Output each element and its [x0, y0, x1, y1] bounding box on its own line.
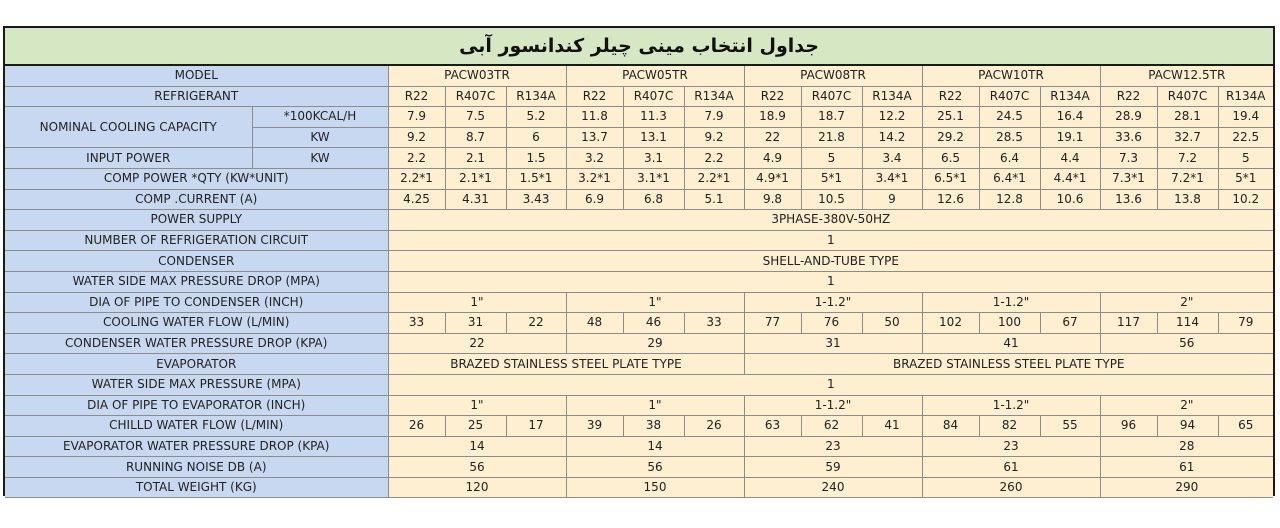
value-cell: 7.2*1 [1157, 168, 1218, 189]
value-cell: 2.2 [388, 148, 445, 169]
row-label: WATER SIDE MAX PRESSURE DROP (MPA) [5, 271, 388, 292]
value-cell: 12.6 [922, 189, 979, 210]
refrigerant-cell: R407C [801, 86, 862, 107]
value-cell: 10.6 [1040, 189, 1100, 210]
row-noise [5, 457, 1273, 478]
refrigerant-cell: R22 [744, 86, 801, 107]
value-cell: 13.1 [623, 127, 684, 148]
value-cell: 3.2 [566, 148, 623, 169]
value-cell: 1 [388, 230, 1273, 251]
value-cell: BRAZED STAINLESS STEEL PLATE TYPE [388, 354, 744, 375]
value-cell: 5.1 [684, 189, 744, 210]
value-cell: 29.2 [922, 127, 979, 148]
row-label: EVAPORATOR [5, 354, 388, 375]
value-cell: 1-1.2" [922, 395, 1100, 416]
value-cell: 16.4 [1040, 107, 1100, 128]
value-cell: 31 [445, 313, 506, 334]
value-cell: 2" [1100, 395, 1273, 416]
value-cell: 67 [1040, 313, 1100, 334]
value-cell: 120 [388, 477, 566, 498]
value-cell: 10.2 [1218, 189, 1273, 210]
value-cell: 33 [388, 313, 445, 334]
value-cell: 2.1 [445, 148, 506, 169]
value-cell: 82 [979, 416, 1040, 437]
value-cell: 14.2 [862, 127, 922, 148]
refrigerant-cell: R407C [623, 86, 684, 107]
value-cell: 1" [388, 292, 566, 313]
value-cell: 28 [1100, 436, 1273, 457]
refrigerant-cell: R134A [506, 86, 566, 107]
model-header: PACW05TR [566, 66, 744, 86]
value-cell: 2.1*1 [445, 168, 506, 189]
row-label: WATER SIDE MAX PRESSURE (MPA) [5, 374, 388, 395]
value-cell: 3.2*1 [566, 168, 623, 189]
value-cell: 50 [862, 313, 922, 334]
row-cond-max-pressure [5, 271, 1273, 292]
value-cell: 12.2 [862, 107, 922, 128]
row-label: CONDENSER [5, 251, 388, 272]
unit-label: *100KCAL/H [252, 107, 388, 128]
value-cell: 61 [1100, 457, 1273, 478]
spec-table-frame [3, 26, 1275, 496]
value-cell: 3.1*1 [623, 168, 684, 189]
row-model [5, 66, 1273, 86]
value-cell: 17 [506, 416, 566, 437]
value-cell: 26 [684, 416, 744, 437]
row-label: COMP POWER *QTY (KW*UNIT) [5, 168, 388, 189]
value-cell: 6.9 [566, 189, 623, 210]
value-cell: 102 [922, 313, 979, 334]
row-label: CONDENSER WATER PRESSURE DROP (KPA) [5, 333, 388, 354]
value-cell: 41 [862, 416, 922, 437]
value-cell: 6.5*1 [922, 168, 979, 189]
value-cell: 13.6 [1100, 189, 1157, 210]
row-power-supply [5, 210, 1273, 231]
value-cell: 1.5*1 [506, 168, 566, 189]
value-cell: 4.9 [744, 148, 801, 169]
value-cell: 62 [801, 416, 862, 437]
row-evap-pipe [5, 395, 1273, 416]
value-cell: 7.3*1 [1100, 168, 1157, 189]
value-cell: 61 [922, 457, 1100, 478]
value-cell: 6.5 [922, 148, 979, 169]
value-cell: 65 [1218, 416, 1273, 437]
value-cell: 26 [388, 416, 445, 437]
row-comp-current [5, 189, 1273, 210]
value-cell: 4.9*1 [744, 168, 801, 189]
value-cell: 41 [922, 333, 1100, 354]
refrigerant-cell: R22 [1100, 86, 1157, 107]
value-cell: 1 [388, 271, 1273, 292]
row-label: DIA OF PIPE TO EVAPORATOR (INCH) [5, 395, 388, 416]
row-label: COMP .CURRENT (A) [5, 189, 388, 210]
value-cell: 28.9 [1100, 107, 1157, 128]
value-cell: 150 [566, 477, 744, 498]
value-cell: 22.5 [1218, 127, 1273, 148]
value-cell: 6.4*1 [979, 168, 1040, 189]
refrigerant-cell: R407C [979, 86, 1040, 107]
value-cell: 39 [566, 416, 623, 437]
row-label: REFRIGERANT [5, 86, 388, 107]
value-cell: 240 [744, 477, 922, 498]
row-evap-pressure-drop [5, 436, 1273, 457]
value-cell: 290 [1100, 477, 1273, 498]
row-condenser [5, 251, 1273, 272]
row-label: TOTAL WEIGHT (KG) [5, 477, 388, 498]
value-cell: 13.8 [1157, 189, 1218, 210]
value-cell: 4.25 [388, 189, 445, 210]
value-cell: 21.8 [801, 127, 862, 148]
value-cell: 8.7 [445, 127, 506, 148]
value-cell: 1 [388, 374, 1273, 395]
value-cell: 2.2*1 [684, 168, 744, 189]
value-cell: 7.3 [1100, 148, 1157, 169]
value-cell: 18.9 [744, 107, 801, 128]
value-cell: 9.8 [744, 189, 801, 210]
value-cell: 1" [388, 395, 566, 416]
value-cell: 24.5 [979, 107, 1040, 128]
value-cell: 1-1.2" [744, 292, 922, 313]
refrigerant-cell: R407C [445, 86, 506, 107]
value-cell: 11.8 [566, 107, 623, 128]
value-cell: 4.4 [1040, 148, 1100, 169]
value-cell: 77 [744, 313, 801, 334]
row-evap-max-pressure [5, 374, 1273, 395]
row-label: INPUT POWER [5, 148, 252, 169]
value-cell: 3.43 [506, 189, 566, 210]
row-label: POWER SUPPLY [5, 210, 388, 231]
value-cell: 7.2 [1157, 148, 1218, 169]
value-cell: 9 [862, 189, 922, 210]
value-cell: 1-1.2" [744, 395, 922, 416]
row-label: RUNNING NOISE DB (A) [5, 457, 388, 478]
row-chilled-flow [5, 416, 1273, 437]
row-nominal-cooling-kcal [5, 107, 1273, 128]
row-label: MODEL [5, 66, 388, 86]
value-cell: 100 [979, 313, 1040, 334]
value-cell: 7.9 [388, 107, 445, 128]
value-cell: 22 [744, 127, 801, 148]
value-cell: 1.5 [506, 148, 566, 169]
value-cell: 18.7 [801, 107, 862, 128]
row-refrigerant [5, 86, 1273, 107]
value-cell: 76 [801, 313, 862, 334]
refrigerant-cell: R134A [1218, 86, 1273, 107]
value-cell: 11.3 [623, 107, 684, 128]
refrigerant-cell: R22 [388, 86, 445, 107]
row-input-power [5, 148, 1273, 169]
row-label: COOLING WATER FLOW (L/MIN) [5, 313, 388, 334]
row-comp-power [5, 168, 1273, 189]
value-cell: 19.1 [1040, 127, 1100, 148]
row-cond-pipe [5, 292, 1273, 313]
refrigerant-cell: R22 [922, 86, 979, 107]
value-cell: 23 [744, 436, 922, 457]
row-cooling-flow [5, 313, 1273, 334]
value-cell: 96 [1100, 416, 1157, 437]
value-cell: 33.6 [1100, 127, 1157, 148]
value-cell: 2.2 [684, 148, 744, 169]
value-cell: 56 [388, 457, 566, 478]
row-label: EVAPORATOR WATER PRESSURE DROP (KPA) [5, 436, 388, 457]
value-cell: 28.1 [1157, 107, 1218, 128]
value-cell: 1" [566, 395, 744, 416]
value-cell: 5*1 [1218, 168, 1273, 189]
value-cell: 94 [1157, 416, 1218, 437]
value-cell: 7.5 [445, 107, 506, 128]
value-cell: 3.4 [862, 148, 922, 169]
value-cell: 6 [506, 127, 566, 148]
row-label: CHILLD WATER FLOW (L/MIN) [5, 416, 388, 437]
value-cell: 5 [1218, 148, 1273, 169]
value-cell: 25.1 [922, 107, 979, 128]
unit-label: KW [252, 127, 388, 148]
value-cell: 5*1 [801, 168, 862, 189]
value-cell: 1" [566, 292, 744, 313]
spec-table [5, 66, 1273, 498]
value-cell: 14 [388, 436, 566, 457]
value-cell: 38 [623, 416, 684, 437]
model-header: PACW03TR [388, 66, 566, 86]
value-cell: 56 [1100, 333, 1273, 354]
value-cell: 25 [445, 416, 506, 437]
value-cell: 10.5 [801, 189, 862, 210]
value-cell: 3PHASE-380V-50HZ [388, 210, 1273, 231]
row-label: DIA OF PIPE TO CONDENSER (INCH) [5, 292, 388, 313]
value-cell: 5 [801, 148, 862, 169]
value-cell: 12.8 [979, 189, 1040, 210]
model-header: PACW12.5TR [1100, 66, 1273, 86]
value-cell: 6.8 [623, 189, 684, 210]
value-cell: 5.2 [506, 107, 566, 128]
refrigerant-cell: R407C [1157, 86, 1218, 107]
value-cell: 56 [566, 457, 744, 478]
row-cond-pressure-drop [5, 333, 1273, 354]
value-cell: 6.4 [979, 148, 1040, 169]
refrigerant-cell: R22 [566, 86, 623, 107]
refrigerant-cell: R134A [684, 86, 744, 107]
value-cell: 9.2 [684, 127, 744, 148]
value-cell: 23 [922, 436, 1100, 457]
value-cell: 2" [1100, 292, 1273, 313]
row-evaporator [5, 354, 1273, 375]
row-circuits [5, 230, 1273, 251]
unit-label: KW [252, 148, 388, 169]
value-cell: 114 [1157, 313, 1218, 334]
value-cell: 79 [1218, 313, 1273, 334]
refrigerant-cell: R134A [862, 86, 922, 107]
value-cell: BRAZED STAINLESS STEEL PLATE TYPE [744, 354, 1273, 375]
value-cell: 3.4*1 [862, 168, 922, 189]
table-title: جداول انتخاب مینی چیلر کندانسور آبی [5, 28, 1273, 66]
value-cell: 28.5 [979, 127, 1040, 148]
value-cell: 4.4*1 [1040, 168, 1100, 189]
value-cell: SHELL-AND-TUBE TYPE [388, 251, 1273, 272]
value-cell: 59 [744, 457, 922, 478]
row-weight [5, 477, 1273, 498]
value-cell: 2.2*1 [388, 168, 445, 189]
value-cell: 32.7 [1157, 127, 1218, 148]
value-cell: 48 [566, 313, 623, 334]
value-cell: 260 [922, 477, 1100, 498]
model-header: PACW08TR [744, 66, 922, 86]
value-cell: 14 [566, 436, 744, 457]
model-header: PACW10TR [922, 66, 1100, 86]
value-cell: 19.4 [1218, 107, 1273, 128]
value-cell: 3.1 [623, 148, 684, 169]
value-cell: 55 [1040, 416, 1100, 437]
value-cell: 117 [1100, 313, 1157, 334]
value-cell: 4.31 [445, 189, 506, 210]
value-cell: 84 [922, 416, 979, 437]
value-cell: 33 [684, 313, 744, 334]
value-cell: 22 [506, 313, 566, 334]
value-cell: 7.9 [684, 107, 744, 128]
value-cell: 9.2 [388, 127, 445, 148]
value-cell: 29 [566, 333, 744, 354]
row-label: NUMBER OF REFRIGERATION CIRCUIT [5, 230, 388, 251]
value-cell: 22 [388, 333, 566, 354]
value-cell: 46 [623, 313, 684, 334]
value-cell: 63 [744, 416, 801, 437]
refrigerant-cell: R134A [1040, 86, 1100, 107]
value-cell: 13.7 [566, 127, 623, 148]
row-label: NOMINAL COOLING CAPACITY [5, 107, 252, 148]
value-cell: 31 [744, 333, 922, 354]
value-cell: 1-1.2" [922, 292, 1100, 313]
